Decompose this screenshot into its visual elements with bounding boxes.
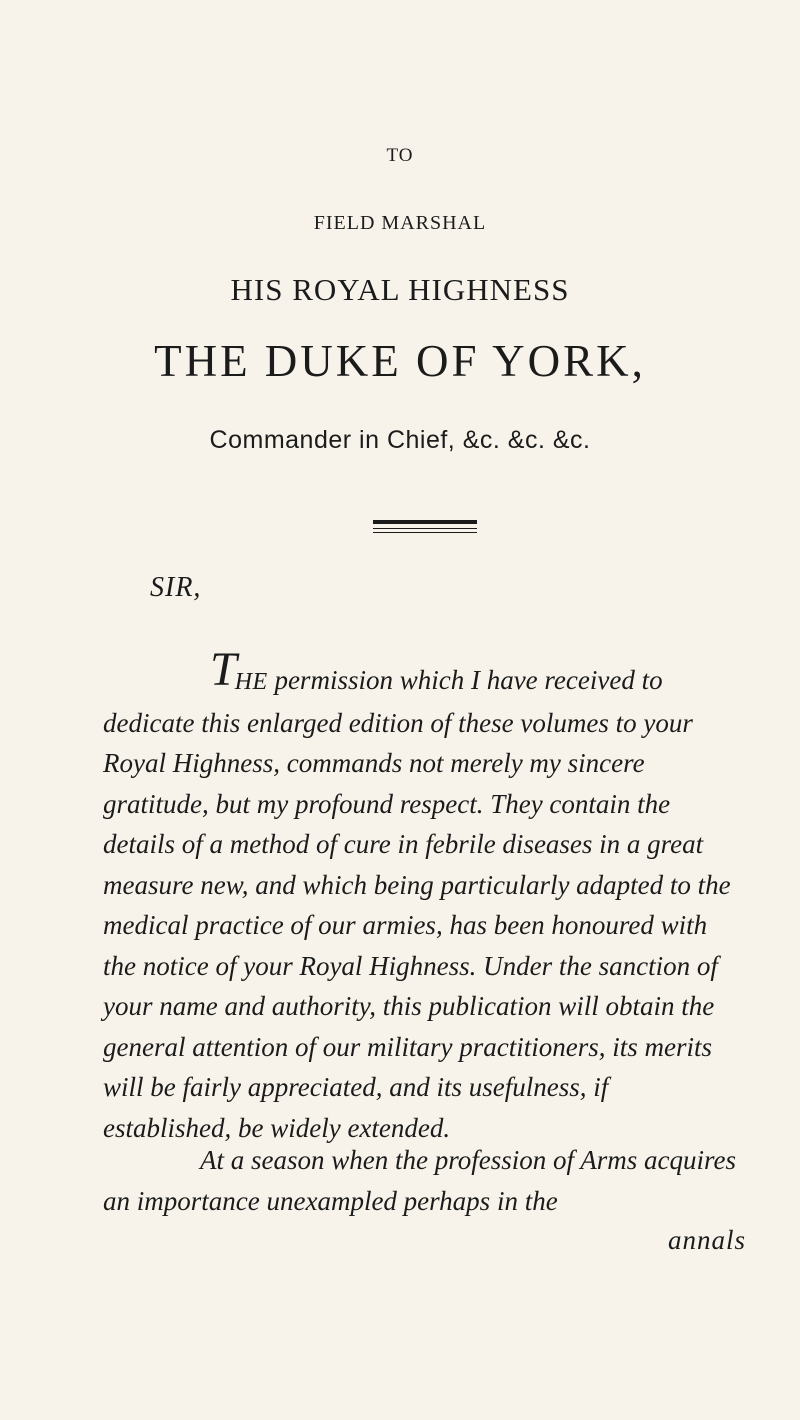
drop-cap: T — [210, 643, 237, 696]
paragraph-1 — [103, 643, 743, 1148]
decorative-rule — [373, 520, 477, 534]
opening-word-rest: HE — [234, 669, 268, 695]
dedication-rank: FIELD MARSHAL — [313, 212, 487, 234]
rule-thin-line — [373, 528, 477, 529]
paragraph-2: At a season when the profession of Arms acquires an importance unexampled perhaps in the — [103, 1145, 736, 1216]
catchword: annals — [668, 1225, 747, 1255]
rule-thin-line — [373, 532, 477, 533]
dedication-honorific: HIS ROYAL HIGHNESS — [230, 272, 570, 307]
paragraph-1-text: permission which I have received to dedicate this enlarged edition of these volumes to your Royal Highness, commands not merely my sincere gratitude, but my profound respect. They contain the details of a method of cure in febrile diseases in a great measure new, and which being particularly adapted to the medical practice of our armies, has been honoured with the notice of your Royal Highness. Under the sanction of your name and authority, this publication will obtain the general attention of our military practitioners, its merits will be fairly appreciated, and its usefulness, if established, be widely extended. — [103, 665, 731, 1143]
dedication-office: Commander in Chief, &c. &c. &c. — [209, 426, 591, 454]
rule-thick-line — [373, 520, 477, 524]
dedication-to: TO — [386, 145, 414, 166]
dedication-name: THE DUKE OF YORK, — [154, 336, 646, 386]
salutation: SIR, — [150, 572, 202, 603]
